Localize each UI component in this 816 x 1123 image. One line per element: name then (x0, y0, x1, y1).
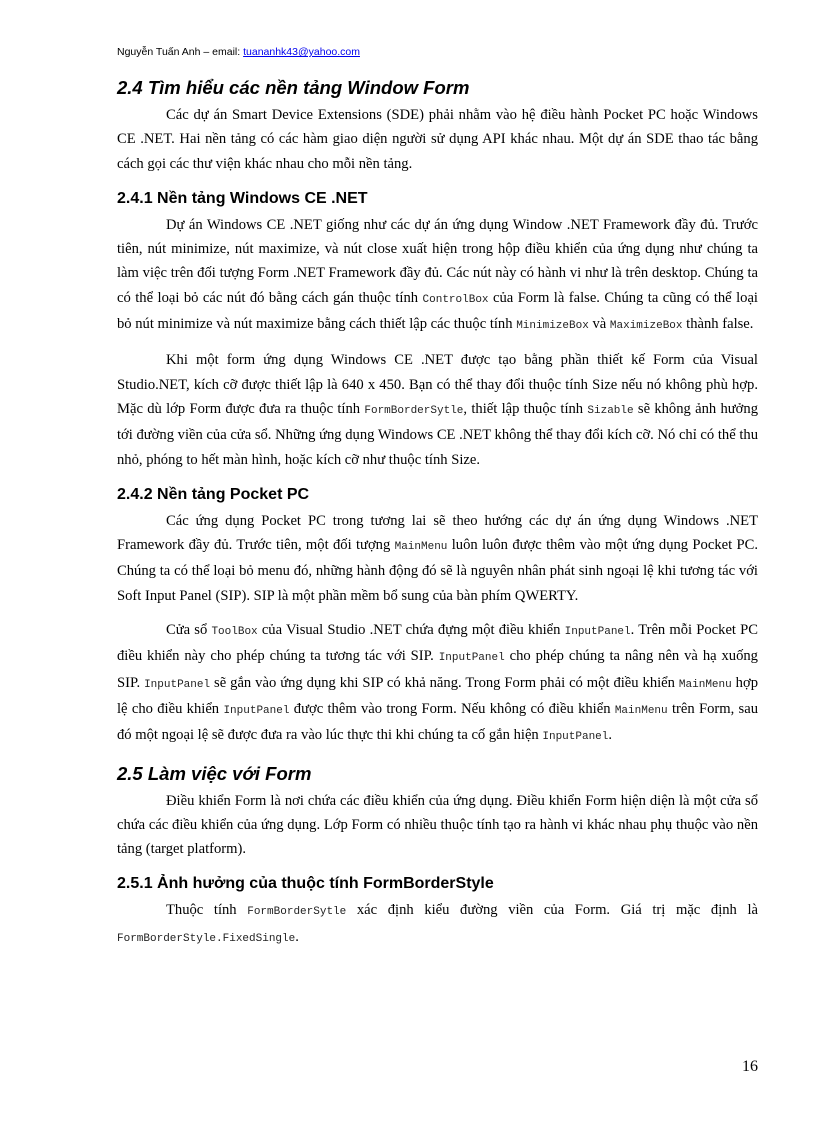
code-mainmenu: MainMenu (394, 541, 448, 554)
code-mainmenu: MainMenu (678, 678, 732, 691)
code-inputpanel: InputPanel (144, 678, 211, 691)
header-email-link[interactable]: tuananhk43@yahoo.com (243, 46, 360, 58)
section-2-4-2-paragraph-1: Các ứng dụng Pocket PC trong tương lai sẽ theo hướng các dự án ứng dụng Windows .NET Framework đầy đủ. Trước tiên, một đối tượng MainMenu luôn luôn được thêm vào một ứng dụng Pocket PC. Chúng ta có thể loại bỏ menu đó, những hành động đó sẽ là nguyên nhân phát sinh ngoại lệ khi tương tác với Soft Input Panel (SIP). SIP là một phần mềm bổ sung của bàn phím QWERTY. (117, 512, 758, 604)
code-fixedsingle: FormBorderStyle.FixedSingle (117, 932, 296, 945)
code-toolbox: ToolBox (211, 626, 258, 639)
code-maximizebox: MaximizeBox (609, 320, 683, 333)
code-controlbox: ControlBox (422, 293, 489, 306)
code-inputpanel: InputPanel (438, 652, 505, 665)
section-2-5-1-title: 2.5.1 Ảnh hưởng của thuộc tính FormBorderStyle (117, 875, 494, 893)
page-number: 16 (742, 1058, 758, 1075)
header-author: Nguyễn Tuấn Anh – email: (117, 46, 244, 58)
section-2-4-1-paragraph-2: Khi một form ứng dụng Windows CE .NET được tạo bằng phần thiết kế Form của Visual Studio.NET, kích cỡ được thiết lập là 640 x 450. Bạn có thể thay đổi thuộc tính Size nếu nó không phù hợp. Mặc dù lớp Form được đưa ra thuộc tính FormBorderSytle, thiết lập thuộc tính Sizable sẽ không ảnh hưởng tới đường viền của cửa sổ. Những ứng dụng Windows CE .NET không thể thay đổi kích cỡ. Nó chỉ có thể thu nhỏ, phóng to hết màn hình, hoặc kích cỡ như thuộc tính Size. (117, 352, 758, 468)
section-2-5-paragraph: Điều khiển Form là nơi chứa các điều khiển của ứng dụng. Điều khiển Form hiện diện là một cửa sổ chứa các điều khiển của ứng dụng. Lớp Form có nhiều thuộc tính tạo ra hành vi khác nhau phụ thuộc vào nền tảng (target platform). (117, 792, 758, 858)
code-inputpanel: InputPanel (564, 626, 631, 639)
code-inputpanel: InputPanel (223, 704, 290, 717)
code-mainmenu: MainMenu (614, 704, 668, 717)
code-minimizebox: MinimizeBox (516, 320, 589, 333)
section-2-4-1-title: 2.4.1 Nền tảng Windows CE .NET (117, 189, 368, 207)
section-2-4-1-paragraph-1: Dự án Windows CE .NET giống như các dự án ứng dụng Window .NET Framework đầy đủ. Trước tiên, nút minimize, nút maximize, và nút close xuất hiện trong hộp điều khiển của ứng dụng như chúng ta làm việc trên đối tượng Form .NET Framework đầy đủ. Các nút này có hành vi như là trên desktop. Chúng ta có thể loại bỏ các nút đó bằng cách gán thuộc tính ControlBox của Form là false. Chúng ta cũng có thể loại bỏ nút minimize và nút maximize bằng cách thiết lập các thuộc tính MinimizeBox và MaximizeBox thành false. (117, 216, 758, 333)
section-2-5-title: 2.5 Làm việc với Form (117, 762, 312, 784)
section-2-4-2-paragraph-2: Cửa sổ ToolBox của Visual Studio .NET chứa đựng một điều khiển InputPanel. Trên mỗi Pocket PC điều khiển này cho phép chúng ta tương tác với SIP. InputPanel cho phép chúng ta nâng nên và hạ xuống SIP. InputPanel sẽ gắn vào ứng dụng khi SIP có khả năng. Trong Form phải có một điều khiển MainMenu hợp lệ cho điều khiển InputPanel được thêm vào trong Form. Nếu không có điều khiển MainMenu trên Form, sau đó một ngoại lệ sẽ được đưa ra vào lúc thực thi khi chúng ta cố gắn hiện InputPanel. (117, 622, 758, 744)
section-2-4-2-title: 2.4.2 Nền tảng Pocket PC (117, 485, 310, 503)
code-inputpanel: InputPanel (542, 731, 609, 744)
code-formbordersytle: FormBorderSytle (364, 404, 464, 417)
code-formbordersytle: FormBorderSytle (247, 906, 347, 919)
code-sizable: Sizable (587, 404, 634, 417)
section-2-5-1-paragraph: Thuộc tính FormBorderSytle xác định kiểu đường viền của Form. Giá trị mặc định là FormBorderStyle.FixedSingle. (117, 902, 758, 945)
page-header (117, 46, 360, 58)
content (117, 76, 758, 951)
section-2-4-paragraph: Các dự án Smart Device Extensions (SDE) phải nhằm vào hệ điều hành Pocket PC hoặc Windows CE .NET. Hai nền tảng có các hàm giao diện người sử dụng API khác nhau. Một dự án SDE thao tác bằng cách gọi các thư viện khác nhau cho mỗi nền tảng. (117, 107, 758, 172)
section-2-4-title: 2.4 Tìm hiểu các nền tảng Window Form (117, 77, 470, 98)
